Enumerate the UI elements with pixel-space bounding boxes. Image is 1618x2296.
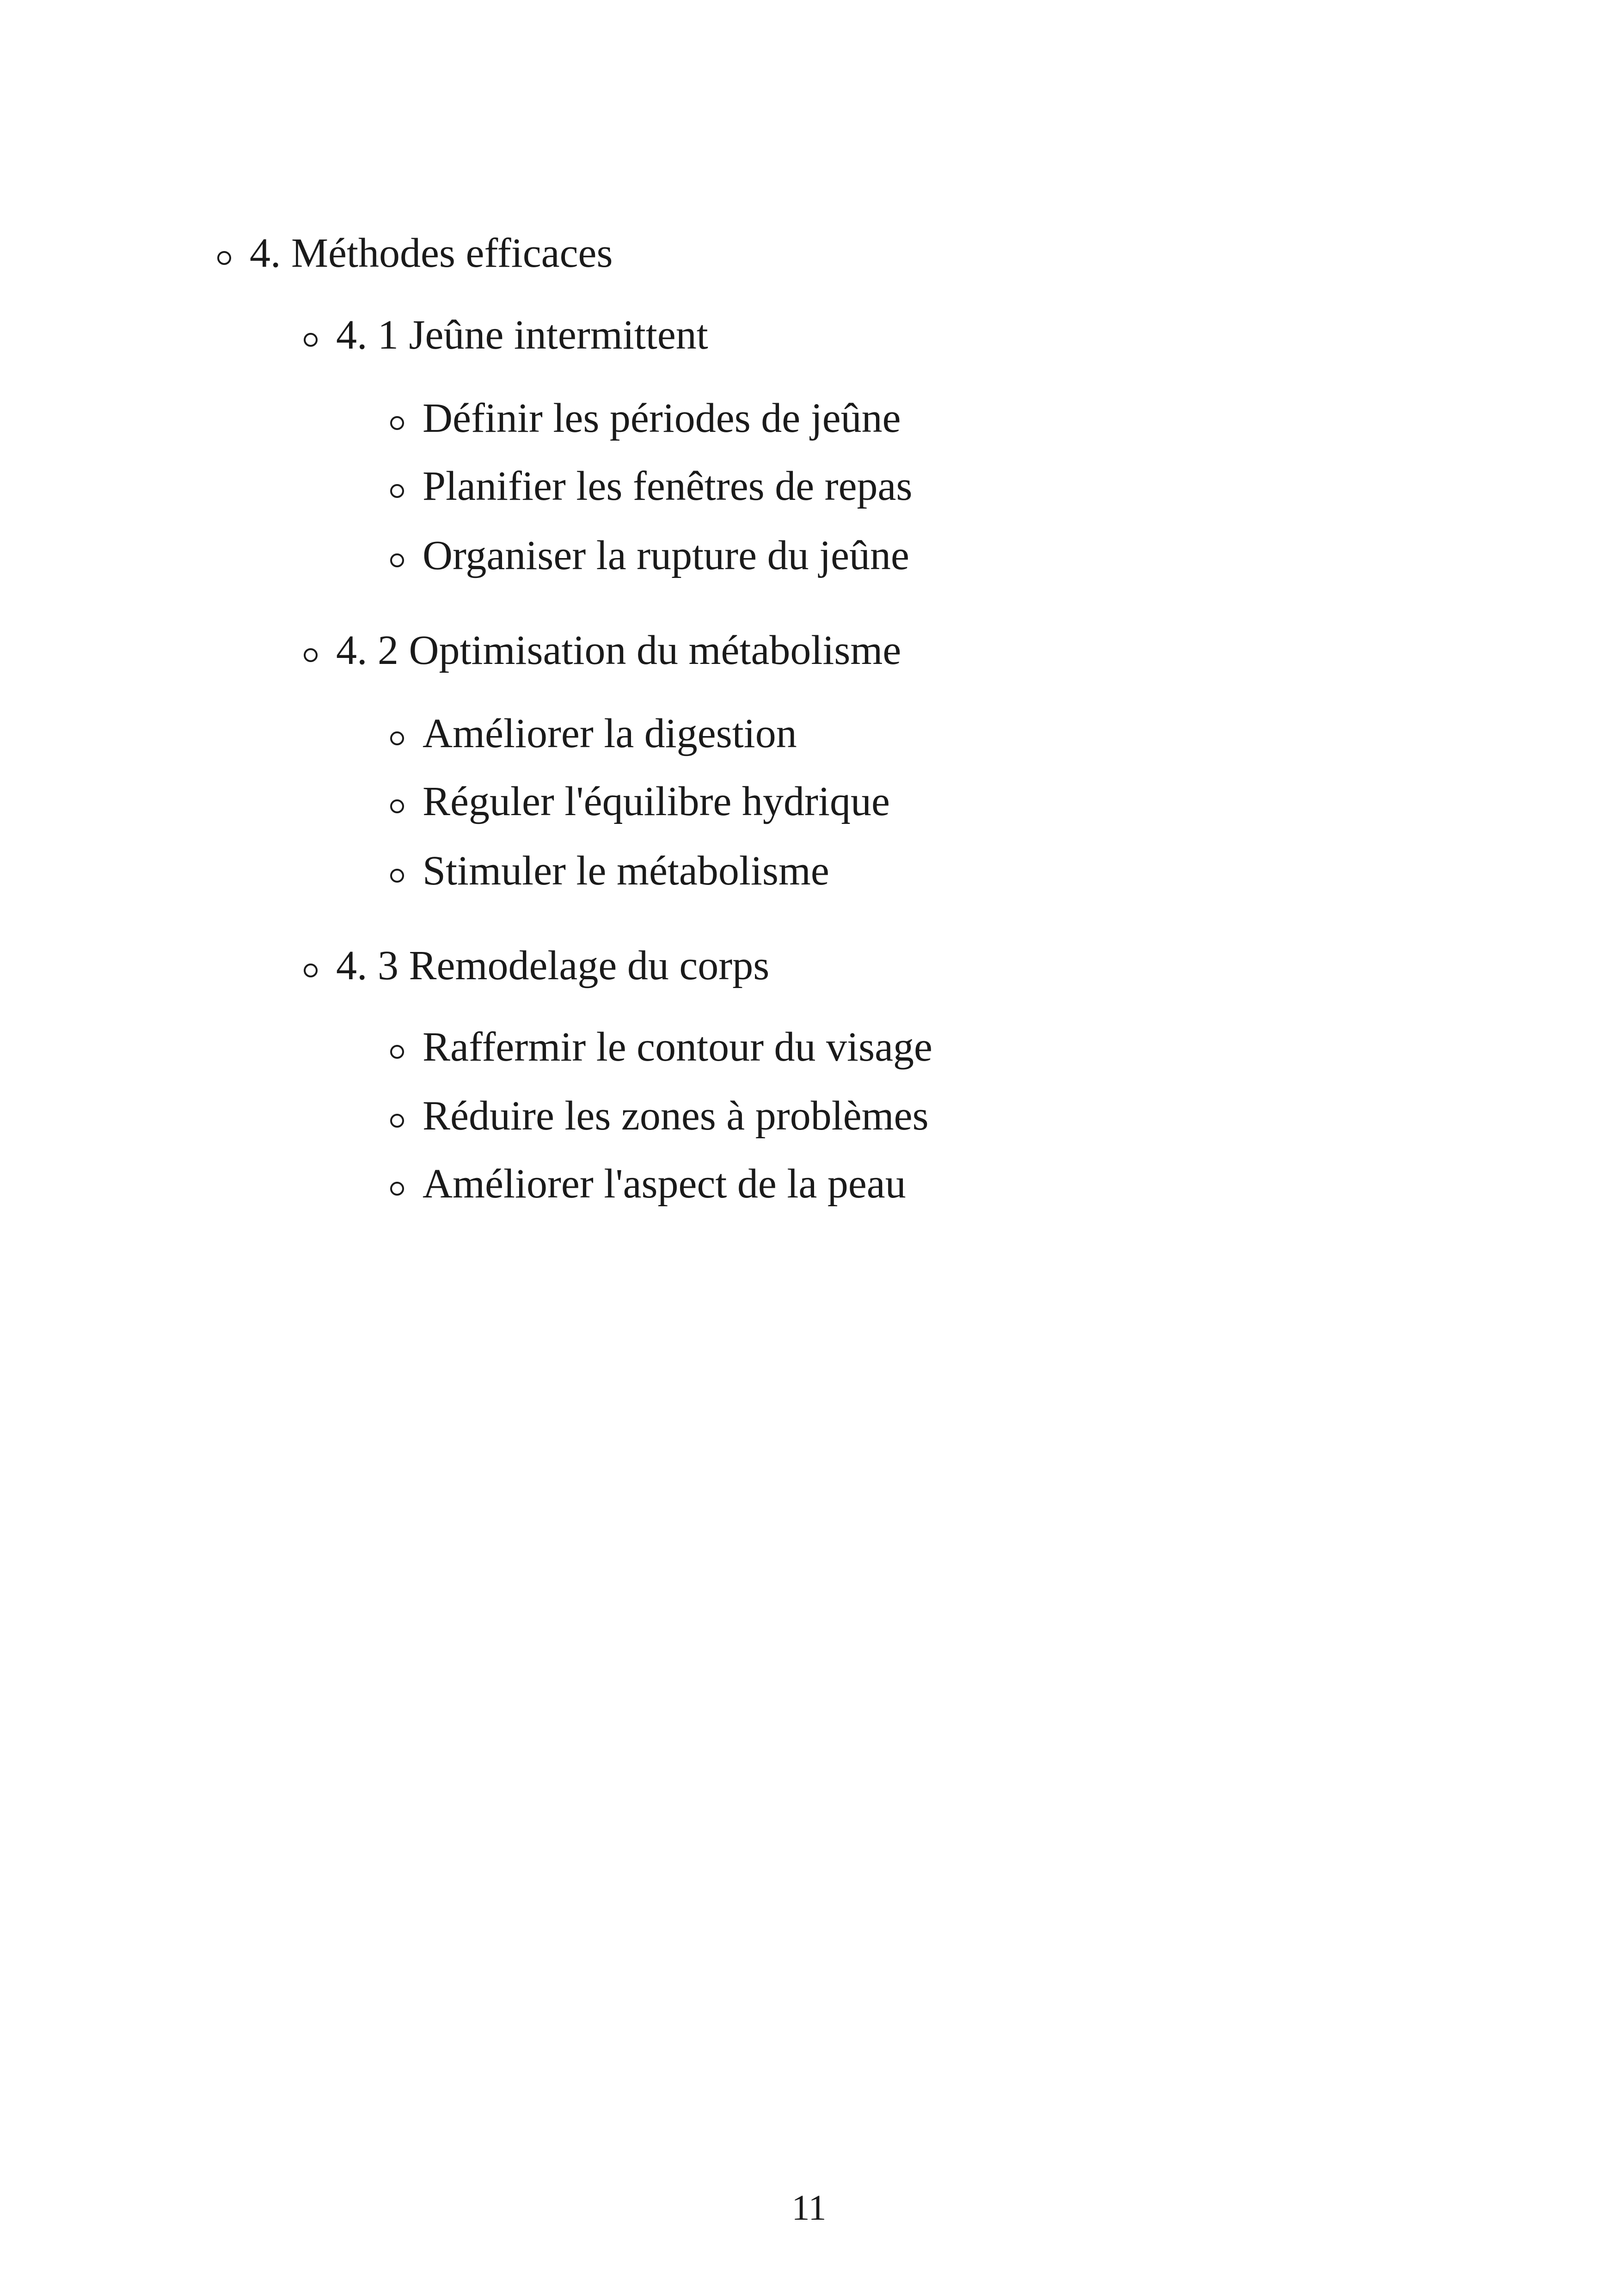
outline-item-subsection — [304, 627, 901, 673]
circle-bullet-icon — [390, 869, 404, 883]
circle-bullet-icon — [390, 1114, 404, 1128]
outline-item-point — [390, 713, 797, 755]
outline-item-point — [390, 781, 890, 823]
point-text: Définir les périodes de jeûne — [423, 395, 901, 441]
outline-item-point — [390, 535, 909, 577]
circle-bullet-icon — [304, 648, 318, 662]
outline-item-subsection — [304, 945, 769, 987]
circle-bullet-icon — [390, 1182, 404, 1196]
circle-bullet-icon — [390, 416, 404, 430]
outline-item-subsection — [304, 314, 708, 356]
circle-bullet-icon — [390, 553, 404, 567]
circle-bullet-icon — [390, 484, 404, 498]
circle-bullet-icon — [217, 251, 231, 265]
outline-item-point — [390, 850, 829, 892]
outline-item-point — [390, 463, 913, 509]
circle-bullet-icon — [304, 333, 318, 347]
section-title: 4. Méthodes efficaces — [250, 230, 613, 276]
point-text: Réduire les zones à problèmes — [423, 1093, 929, 1139]
point-text: Réguler l'équilibre hydrique — [423, 779, 890, 824]
outline-item-point — [390, 1163, 906, 1205]
circle-bullet-icon — [390, 1045, 404, 1059]
page-number: 11 — [791, 2187, 827, 2228]
point-text: Organiser la rupture du jeûne — [423, 533, 909, 578]
circle-bullet-icon — [304, 964, 318, 977]
point-text: Raffermir le contour du visage — [423, 1024, 932, 1070]
circle-bullet-icon — [390, 799, 404, 813]
circle-bullet-icon — [390, 731, 404, 745]
point-text: Planifier les fenêtres de repas — [423, 463, 913, 509]
subsection-title: 4. 3 Remodelage du corps — [336, 943, 770, 988]
point-text: Améliorer l'aspect de la peau — [423, 1161, 906, 1207]
subsection-title: 4. 1 Jeûne intermittent — [336, 312, 708, 358]
outline-item-point — [390, 1026, 932, 1068]
outline-item-point — [390, 395, 901, 441]
subsection-title: 4. 2 Optimisation du métabolisme — [336, 627, 901, 673]
outline-item-section — [217, 230, 613, 276]
outline-item-point — [390, 1095, 929, 1137]
point-text: Stimuler le métabolisme — [423, 848, 829, 894]
point-text: Améliorer la digestion — [423, 711, 797, 756]
